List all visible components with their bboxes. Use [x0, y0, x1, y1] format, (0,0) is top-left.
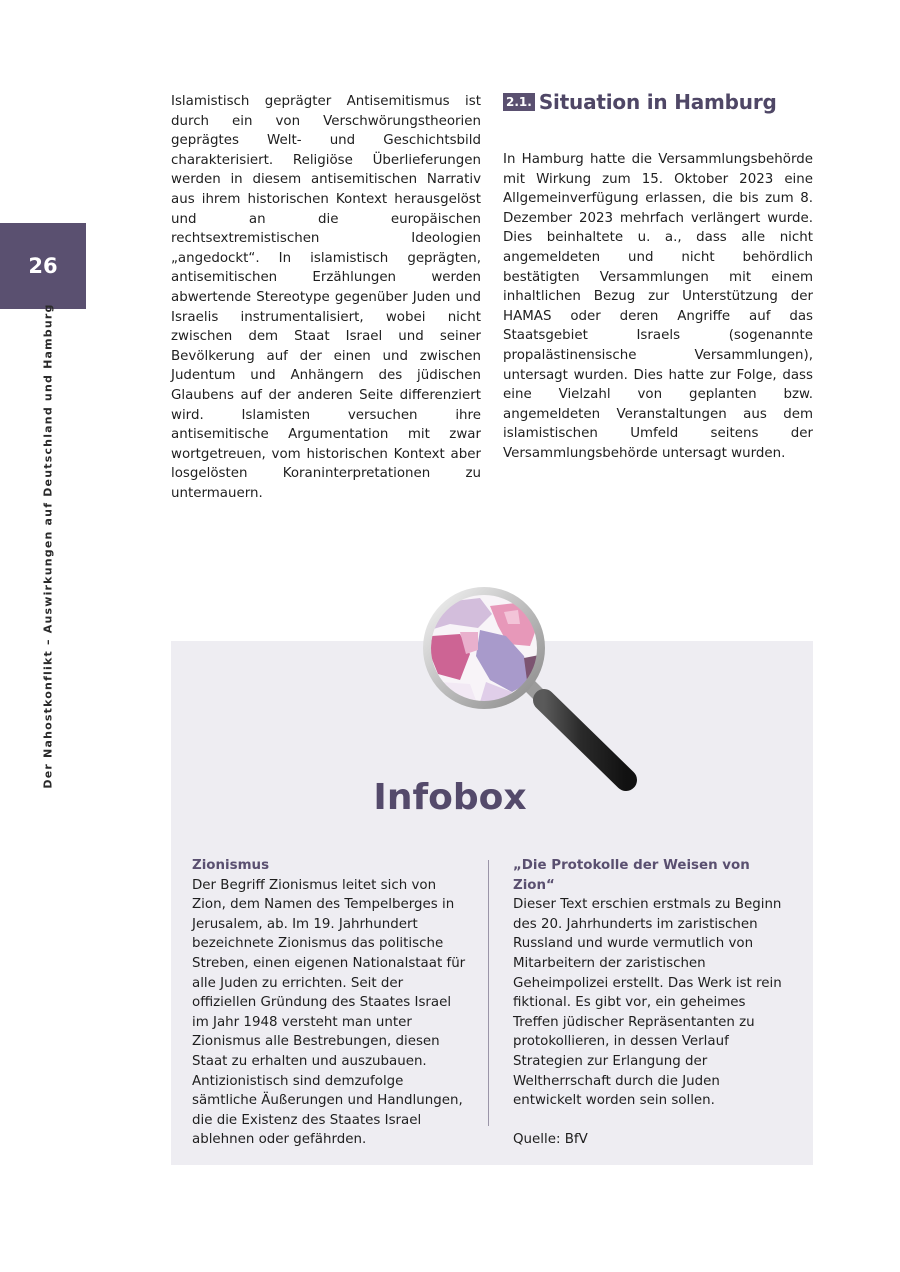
infobox-left-column	[192, 856, 467, 1150]
protokolle-definition: Dieser Text erschien erstmals zu Beginn des 20. Jahrhunderts im zaristischen Russland und wurde vermutlich von Mitarbeitern der zaristischen Geheimpolizei erstellt. Das Werk ist rein fiktional. Es gibt vor, ein geheimes Treffen jüdischer Repräsentanten zu protokollieren, in dessen Verlauf Strategien zur Erlangung der Weltherrschaft durch die Juden entwickelt worden sein sollen.	[513, 897, 782, 1109]
right-column-text: In Hamburg hatte die Versammlungsbehörde mit Wirkung zum 15. Oktober 2023 eine Allgemeinverfügung erlassen, die bis zum 8. Dezember 2023 mehrfach verlängert wurde. Dies beinhaltete u. a., dass alle nicht angemeldeten und nicht behördlich bestätigten Versammlungen mit einem inhaltlichen Bezug zur Unterstützung der HAMAS oder deren Angriffe auf das Staatsgebiet Israels (sogenannte propalästinensische Versammlungen), untersagt wurden. Dies hatte zur Folge, dass eine Vielzahl von geplanten bzw. angemeldeten Veranstaltungen aus dem islamistischen Umfeld seitens der Versammlungsbehörde untersagt wurden.	[503, 152, 813, 461]
side-running-title: Der Nahostkonflikt – Auswirkungen auf Deutschland und Hamburg	[41, 303, 55, 789]
magnifier-map-icon	[420, 584, 660, 804]
left-column-text: Islamistisch geprägter Antisemitismus ist durch ein von Verschwörungstheorien geprägtes Welt- und Geschichtsbild charakterisiert. Religiöse Überlieferungen werden in diesem antisemitischen Narrativ aus ihrem historischen Kontext herausgelöst und an die europäischen rechtsextremistischen Ideologien „angedockt“. In islamistisch geprägten, antisemitischen Erzählungen werden abwertende Stereotype gegenüber Juden und Israelis instrumentalisiert, wobei nicht zwischen dem Staat Israel und seiner Bevölkerung auf der einen und zwischen Judentum und Anhängern des jüdischen Glaubens auf der anderen Seite differenziert wird. Islamisten versuchen ihre antisemitische Argumentation mit zwar wortgetreuen, vom historischen Kontext aber losgelösten Koraninterpretationen zu untermauern.	[171, 94, 481, 501]
infobox-right-column	[513, 856, 788, 1150]
section-number-badge: 2.1.	[503, 93, 535, 111]
infobox-title: Infobox	[373, 777, 527, 818]
term-protokolle: „Die Protokolle der Weisen von Zion“	[513, 858, 750, 893]
section-heading	[503, 90, 777, 114]
zionismus-definition: Der Begriff Zionismus leitet sich von Zion, dem Namen des Tempelberges in Jerusalem, ab. Im 19. Jahrhundert bezeichnete Zionismus das politische Streben, einen eigenen Nationalstaat für alle Juden zu errichten. Seit der offiziellen Gründung des Staates Israel im Jahr 1948 versteht man unter Zionismus alle Bestrebungen, diesen Staat zu erhalten und auszubauen. Antizionistisch sind demzufolge sämtliche Äußerungen und Handlungen, die die Existenz des Staates Israel ablehnen oder gefährden.	[192, 877, 466, 1148]
source-note: Quelle: BfV	[513, 1132, 588, 1148]
infobox-divider	[488, 860, 489, 1126]
magnifier-handle	[528, 684, 626, 780]
section-title: Situation in Hamburg	[538, 90, 777, 114]
term-zionismus: Zionismus	[192, 858, 270, 873]
page-number: 26	[28, 254, 58, 278]
page-number-tab	[0, 223, 86, 309]
